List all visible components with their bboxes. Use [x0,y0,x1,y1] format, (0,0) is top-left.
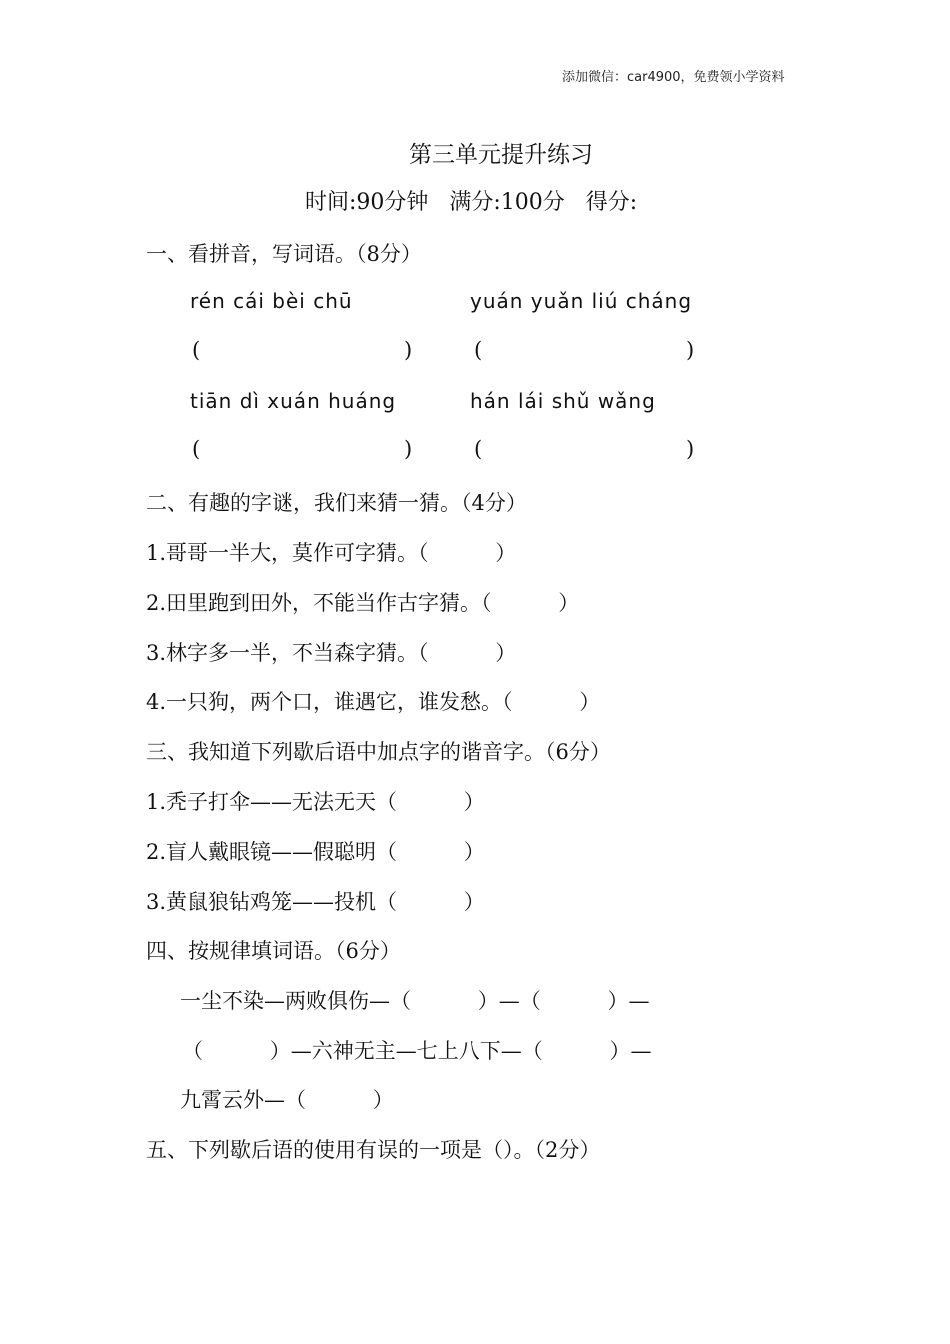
answer-blank-open: ( [474,338,483,362]
section-1-heading: 一、看拼音，写词语。（8分） [146,242,422,266]
answer-blank-close: ) [686,338,695,362]
answer-blank-close: ) [686,437,695,461]
answer-blank-open: ( [474,437,483,461]
pinyin-2: yuán yuǎn liú cháng [470,289,693,313]
answer-blank-close: ) [404,437,413,461]
answer-blank-open: ( [192,437,201,461]
xiehouyu-item: 1.秃子打伞——无法无天（ ） [146,790,485,814]
pattern-line: 一尘不染—两败俱伤—（ ）—（ ）— [180,989,650,1013]
section-4-heading: 四、按规律填词语。（6分） [146,939,401,963]
pattern-line: 九霄云外—（ ） [180,1088,394,1112]
xiehouyu-item: 2.盲人戴眼镜——假聪明（ ） [146,840,485,864]
riddle-item: 4.一只狗，两个口，谁遇它，谁发愁。（ ） [146,690,601,714]
exam-meta: 时间:90分钟 满分:100分 得分: [305,190,638,215]
pinyin-3: tiān dì xuán huáng [190,389,397,413]
answer-blank-close: ) [404,338,413,362]
riddle-item: 2.田里跑到田外，不能当作古字猜。（ ） [146,591,580,615]
riddle-item: 1.哥哥一半大，莫作可字猜。（ ） [146,541,517,565]
answer-blank-open: ( [192,338,201,362]
pattern-line: （ ）—六神无主—七上八下—（ ）— [182,1039,652,1063]
page-title: 第三单元提升练习 [409,142,593,168]
section-2-heading: 二、有趣的字谜，我们来猜一猜。（4分） [146,491,527,515]
riddle-item: 3.林字多一半，不当森字猜。（ ） [146,641,517,665]
xiehouyu-item: 3.黄鼠狼钻鸡笼——投机（ ） [146,890,485,914]
pinyin-4: hán lái shǔ wǎng [470,389,656,413]
watermark: 添加微信：car4900，免费领小学资料 [562,70,785,85]
section-5-heading: 五、下列歇后语的使用有误的一项是（）。（2分） [146,1138,601,1162]
section-3-heading: 三、我知道下列歇后语中加点字的谐音字。（6分） [146,740,611,764]
pinyin-1: rén cái bèi chū [190,289,353,313]
